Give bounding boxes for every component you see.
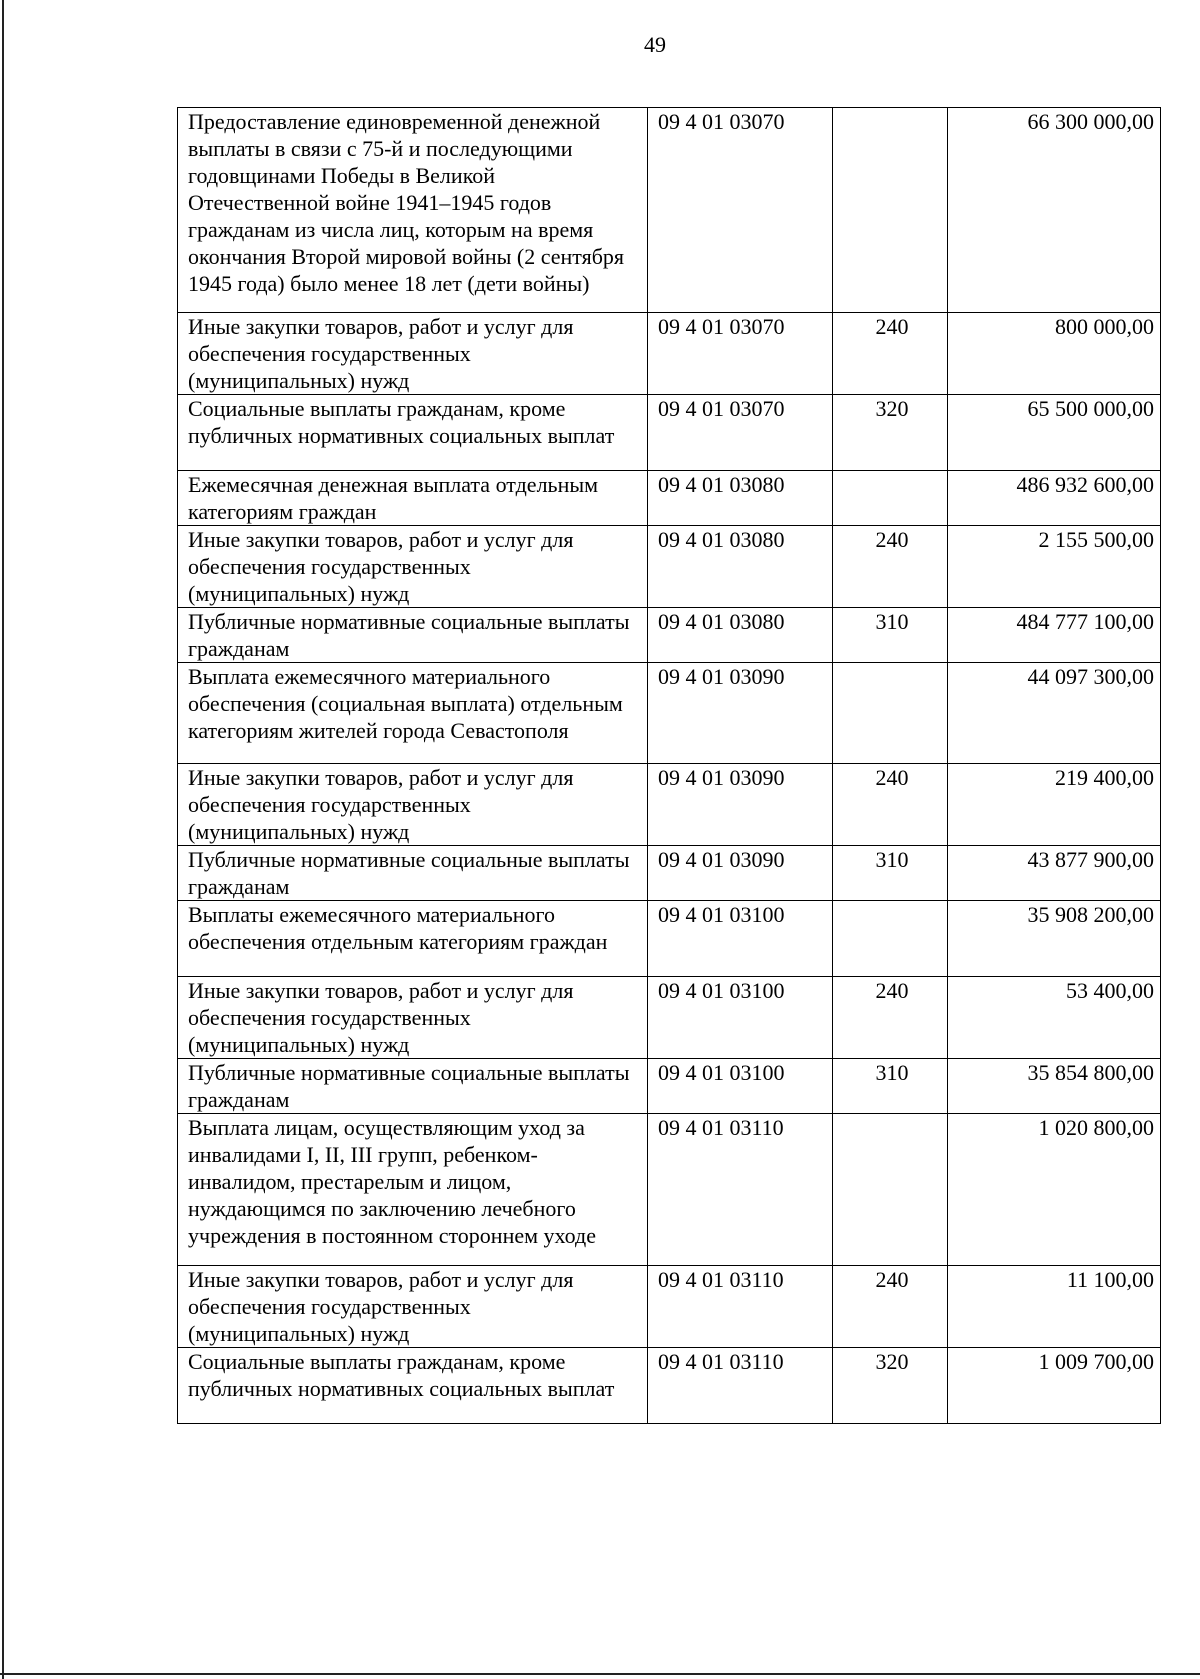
row-code-cell: 09 4 01 03080 [648,526,833,608]
row-expense-type-cell [833,901,948,977]
row-amount-cell: 219 400,00 [948,764,1161,846]
row-name-cell: Иные закупки товаров, работ и услуг для обеспечения государственных (муниципальных) нужд [178,764,648,846]
row-expense-type-cell: 310 [833,608,948,663]
table-row [178,395,1161,471]
scan-edge-left [2,0,4,1679]
row-expense-type-cell: 240 [833,977,948,1059]
table-row [178,663,1161,764]
row-code-cell: 09 4 01 03070 [648,313,833,395]
row-expense-type-cell: 240 [833,1266,948,1348]
row-amount-cell: 53 400,00 [948,977,1161,1059]
table-row [178,1059,1161,1114]
row-name-cell: Иные закупки товаров, работ и услуг для обеспечения государственных (муниципальных) нужд [178,977,648,1059]
row-expense-type-cell: 310 [833,1059,948,1114]
table-row [178,471,1161,526]
row-code-cell: 09 4 01 03110 [648,1348,833,1424]
table-row [178,526,1161,608]
budget-table [177,107,1161,1424]
row-amount-cell: 2 155 500,00 [948,526,1161,608]
row-expense-type-cell: 310 [833,846,948,901]
table-row [178,846,1161,901]
row-code-cell: 09 4 01 03090 [648,846,833,901]
row-code-cell: 09 4 01 03090 [648,764,833,846]
table-row [178,108,1161,313]
budget-table-body [178,108,1161,1424]
page-number: 49 [644,32,666,57]
row-amount-cell: 35 908 200,00 [948,901,1161,977]
row-code-cell: 09 4 01 03070 [648,108,833,313]
table-row [178,901,1161,977]
row-expense-type-cell: 320 [833,1348,948,1424]
table-row [178,313,1161,395]
row-code-cell: 09 4 01 03070 [648,395,833,471]
table-row [178,977,1161,1059]
row-code-cell: 09 4 01 03080 [648,608,833,663]
row-amount-cell: 484 777 100,00 [948,608,1161,663]
row-code-cell: 09 4 01 03110 [648,1266,833,1348]
row-amount-cell: 66 300 000,00 [948,108,1161,313]
table-row [178,1114,1161,1266]
row-expense-type-cell: 240 [833,764,948,846]
table-row [178,608,1161,663]
row-name-cell: Социальные выплаты гражданам, кроме публичных нормативных социальных выплат [178,395,648,471]
row-name-cell: Выплата лицам, осуществляющим уход за инвалидами I, II, III групп, ребенком-инвалидом, престарелым и лицом, нуждающимся по заключению лечебного учреждения в постоянном стороннем уходе [178,1114,648,1266]
row-code-cell: 09 4 01 03100 [648,977,833,1059]
row-expense-type-cell: 240 [833,526,948,608]
row-amount-cell: 800 000,00 [948,313,1161,395]
row-amount-cell: 44 097 300,00 [948,663,1161,764]
scan-edge-bottom [0,1673,1200,1675]
row-name-cell: Публичные нормативные социальные выплаты гражданам [178,608,648,663]
row-expense-type-cell [833,471,948,526]
row-name-cell: Публичные нормативные социальные выплаты гражданам [178,1059,648,1114]
row-name-cell: Иные закупки товаров, работ и услуг для обеспечения государственных (муниципальных) нужд [178,526,648,608]
row-amount-cell: 65 500 000,00 [948,395,1161,471]
row-code-cell: 09 4 01 03090 [648,663,833,764]
row-code-cell: 09 4 01 03080 [648,471,833,526]
table-row [178,1266,1161,1348]
row-expense-type-cell [833,108,948,313]
row-name-cell: Публичные нормативные социальные выплаты гражданам [178,846,648,901]
row-expense-type-cell [833,663,948,764]
row-name-cell: Ежемесячная денежная выплата отдельным категориям граждан [178,471,648,526]
row-amount-cell: 43 877 900,00 [948,846,1161,901]
row-amount-cell: 11 100,00 [948,1266,1161,1348]
row-name-cell: Иные закупки товаров, работ и услуг для обеспечения государственных (муниципальных) нужд [178,313,648,395]
row-name-cell: Выплаты ежемесячного материального обеспечения отдельным категориям граждан [178,901,648,977]
row-amount-cell: 35 854 800,00 [948,1059,1161,1114]
row-name-cell: Социальные выплаты гражданам, кроме публичных нормативных социальных выплат [178,1348,648,1424]
row-code-cell: 09 4 01 03100 [648,901,833,977]
table-row [178,764,1161,846]
row-name-cell: Предоставление единовременной денежной выплаты в связи с 75-й и последующими годовщинами Победы в Великой Отечественной войне 1941–1945 годов гражданам из числа лиц, которым на время окончания Второй мировой войны (2 сентября 1945 года) было менее 18 лет (дети войны) [178,108,648,313]
table-row [178,1348,1161,1424]
row-amount-cell: 1 020 800,00 [948,1114,1161,1266]
row-name-cell: Выплата ежемесячного материального обеспечения (социальная выплата) отдельным категориям жителей города Севастополя [178,663,648,764]
row-name-cell: Иные закупки товаров, работ и услуг для обеспечения государственных (муниципальных) нужд [178,1266,648,1348]
row-amount-cell: 486 932 600,00 [948,471,1161,526]
row-code-cell: 09 4 01 03100 [648,1059,833,1114]
row-code-cell: 09 4 01 03110 [648,1114,833,1266]
row-expense-type-cell: 240 [833,313,948,395]
row-expense-type-cell: 320 [833,395,948,471]
row-expense-type-cell [833,1114,948,1266]
row-amount-cell: 1 009 700,00 [948,1348,1161,1424]
